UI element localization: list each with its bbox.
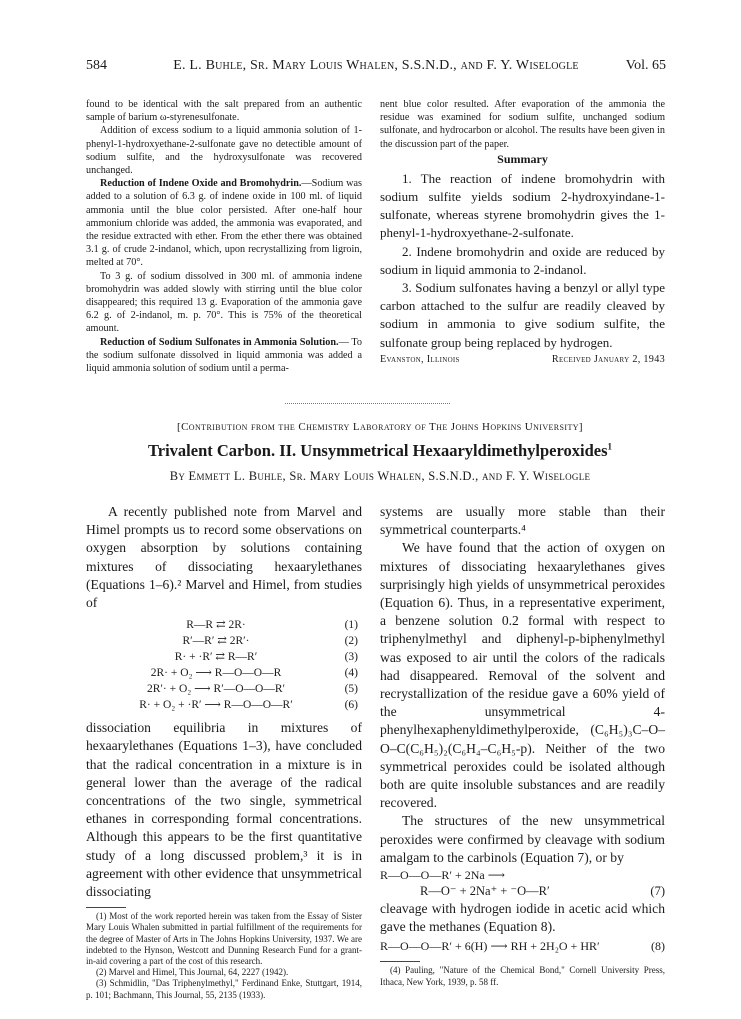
- location: Evanston, Illinois: [380, 353, 460, 365]
- body-paragraph: We have found that the action of oxygen on mixtures of dissociating hexaarylethanes gives surprisingly high yields of unsymmetrical peroxides (Equation 6). Thus, in a representative experiment, a benzene solution 0.2 formal with respect to triphenylmethyl and diphenyl-p-biphenylmethyl was exposed to air until the colors of the radicals had disappeared. Removal of the solvent and recrystallization of the residue gave a 60% yield of the unsymmetrical 4-phenylhexaphenyldimethylperoxide, (C₆H₅)₃C–O–O–C(C₆H₅)₂(C₆H₄–C₆H₅-p). Neither of the two symmetrical peroxides could be isolated although both are quite insoluble substances and are readily recovered.: [380, 540, 665, 811]
- summary-item: 3. Sodium sulfonates having a benzyl or allyl type carbon attached to the sulfur are readily cleaved by sodium in ammonia to give sodium sulfite, the sulfonate group being replaced by hydrogen.: [380, 280, 665, 350]
- prev-paragraph: To 3 g. of sodium dissolved in 300 ml. of ammonia indene bromohydrin was added slowly with stirring until the blue color disappeared; this required 13 g. Evaporation of the ammonia gave 6.2 g. of 2-indanol, m. p. 70°. This is 75% of the theoretical amount.: [86, 270, 362, 335]
- equation: [86, 633, 362, 649]
- prev-paragraph: Addition of excess sodium to a liquid ammonia solution of 1-phenyl-1-hydroxyethane-2-sulfonate gave no detectible amount of sodium sulfite, and the hydroxysulfonate was recovered unchanged.: [86, 125, 362, 177]
- prev-article-right-column: [380, 98, 665, 365]
- section-text: — To the sodium sulfonate dissolved in liquid ammonia was added a liquid ammonia solution of sodium until a perma-: [86, 336, 362, 375]
- equation-formula: R—O—O—R′ + 6(H) ⟶ RH + 2H₂O + HR′: [380, 939, 600, 954]
- equation-formula: R—R ⇄ 2R·: [186, 619, 246, 632]
- section-text: —Sodium was added to a solution of 6.3 g. of indene oxide in 100 ml. of liquid ammonia until the blue color persisted. After one-half hour ammonium chloride was added, the ammonia was evaporated, and the residue extracted with ether. From the ether there was obtained 3.1 g. of crude 2-indanol, which, upon recrystallizing from ligroin, melted at 70°.: [86, 178, 363, 269]
- equation: [86, 665, 362, 681]
- title-footnote-mark: 1: [607, 441, 613, 452]
- equation-7: [380, 867, 665, 900]
- section-title: Reduction of Indene Oxide and Bromohydrin.: [100, 178, 302, 190]
- footnote-rule: [380, 961, 420, 962]
- equation: [86, 617, 362, 633]
- equation-number: (2): [344, 635, 358, 648]
- equation-block: [86, 617, 362, 713]
- equation-formula: R· + ·R′ ⇄ R—R′: [174, 651, 258, 664]
- summary-heading: Summary: [497, 151, 548, 166]
- title-text: Trivalent Carbon. II. Unsymmetrical Hexaaryldimethylperoxides: [147, 441, 608, 460]
- footnote-rule: [86, 907, 126, 908]
- footnotes: [86, 911, 362, 1001]
- body-paragraph: cleavage with hydrogen iodide in acetic acid which gave the methanes (Equation 8).: [380, 901, 665, 935]
- equation-formula: R· + O₂ + ·R′ ⟶ R—O—O—R′: [139, 699, 293, 712]
- prev-paragraph: found to be identical with the salt prepared from an authentic sample of barium ω-styrenesulfonate.: [86, 99, 362, 124]
- body-paragraph: systems are usually more stable than their symmetrical counterparts.⁴: [380, 504, 665, 538]
- equation: [86, 697, 362, 713]
- article-signoff: [380, 354, 665, 365]
- equation-formula: R—O⁻ + 2Na⁺ + ⁻O—R′: [420, 884, 550, 899]
- equation-formula: 2R′· + O₂ ⟶ R′—O—O—R′: [146, 683, 286, 696]
- prev-article-left-column: [86, 98, 362, 375]
- prev-paragraph: nent blue color resulted. After evaporation of the ammonia the residue was examined for sodium sulfite, unchanged sodium sulfonate, and hydrocarbon or alcohol. The results have been given in the discussion part of the paper.: [380, 99, 665, 150]
- byline: By Emmett L. Buhle, Sr. Mary Louis Whalen, S.S.N.D., and F. Y. Wiselogle: [169, 469, 591, 483]
- equation-number: (8): [651, 939, 665, 954]
- section-title: Reduction of Sodium Sulfonates in Ammonia Solution.: [100, 336, 339, 348]
- footnotes: [380, 965, 665, 987]
- equation-formula: R′—R′ ⇄ 2R′·: [182, 635, 250, 648]
- equation-number: (3): [344, 651, 358, 664]
- section-sulfonate-reduction: [86, 336, 362, 376]
- contribution-line: [Contribution from the Chemistry Laboratory of The Johns Hopkins University]: [177, 421, 583, 433]
- equation-number: (7): [650, 884, 665, 899]
- equation: [86, 681, 362, 697]
- article-left-column: [86, 503, 362, 1001]
- volume-label: Vol. 65: [625, 58, 666, 73]
- footnote: (2) Marvel and Himel, This Journal, 64, 2227 (1942).: [96, 967, 289, 978]
- summary-item: 1. The reaction of indene bromohydrin with sodium sulfite yields sodium 2-hydroxyindane-1-sulfonate, whereas styrene bromohydrin gives the 1-phenyl-1-hydroxyethane-2-sulfonate.: [380, 170, 665, 241]
- equation-formula: R—O—O—R′ + 2Na ⟶: [380, 868, 505, 883]
- equation-number: (1): [344, 619, 358, 632]
- received-date: Received January 2, 1943: [551, 353, 665, 365]
- summary-item: 2. Indene bromohydrin and oxide are reduced by sodium in liquid ammonia to 2-indanol.: [380, 243, 665, 277]
- equation-number: (6): [344, 699, 358, 712]
- header-authors: E. L. Buhle, Sr. Mary Louis Whalen, S.S.N.D., and F. Y. Wiselogle: [173, 58, 579, 73]
- article-divider: [285, 403, 450, 404]
- page-number: 584: [86, 58, 107, 73]
- equation-8: [380, 938, 665, 955]
- equation-number: (4): [344, 667, 358, 680]
- running-header: [86, 58, 666, 78]
- footnote: (1) Most of the work reported herein was taken from the Essay of Sister Mary Louis Whalen submitted in partial fulfillment of the requirements for the degree of Master of Arts in The Johns Hopkins University, 1937. We are indebted to the Hynson, Westcott and Dunning Research Fund for a grant-in-aid covering a part of the cost of this research.: [86, 911, 362, 967]
- equation-formula: 2R· + O₂ ⟶ R—O—O—R: [150, 667, 282, 680]
- article-title: [80, 441, 680, 461]
- equation-number: (5): [344, 683, 358, 696]
- body-paragraph: A recently published note from Marvel and Himel prompts us to record some observations on oxygen absorption by solutions containing mixtures of dissociating hexaarylethanes (Equations 1–6).² Marvel and Himel, from studies of: [86, 504, 362, 611]
- body-paragraph: dissociation equilibria in mixtures of hexaarylethanes (Equations 1–3), have concluded that the radical concentration in a mixture is in general lower than the average of the radical concentrations of the two single, symmetrical ethanes in corresponding formal concentrations. Although this appears to be the first quantitative study of a long discussed problem,³ it is in agreement with other evidence that unsymmetrical dissociating: [86, 720, 362, 900]
- body-paragraph: The structures of the new unsymmetrical peroxides were confirmed by cleavage with sodium amalgam to the carbinols (Equation 7), or by: [380, 813, 665, 865]
- article-right-column: [380, 503, 665, 988]
- footnote: (4) Pauling, "Nature of the Chemical Bond," Cornell University Press, Ithaca, New York, 1939, p. 58 ff.: [380, 965, 665, 987]
- summary-list: [380, 170, 665, 352]
- footnote: (3) Schmidlin, "Das Triphenylmethyl," Ferdinand Enke, Stuttgart, 1914, p. 101; Bachmann, This Journal, 55, 2135 (1933).: [86, 978, 362, 1000]
- section-indene-reduction: [86, 177, 362, 269]
- equation: [86, 649, 362, 665]
- equation: [380, 883, 665, 900]
